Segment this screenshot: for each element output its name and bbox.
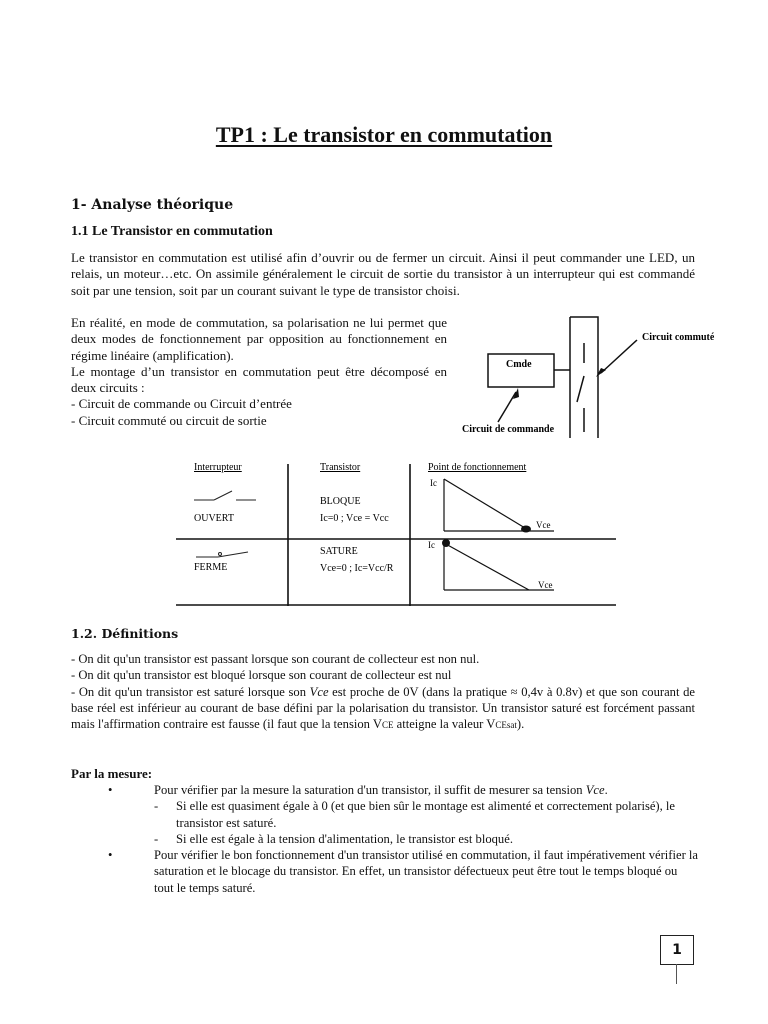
subsection-heading-commutation: 1.1 Le Transistor en commutation xyxy=(71,224,273,239)
reality-paragraph: En réalité, en mode de commutation, sa polarisation ne lui permet que deux modes de fonctionnement par opposition au fonctionnement en régime linéaire (amplification). xyxy=(71,315,447,363)
operating-point-saturated xyxy=(442,539,450,547)
condition-saturated: Vce=0 ; Ic=Vcc/R xyxy=(320,563,394,574)
left-column-text xyxy=(71,315,447,429)
switch-circuit-diagram xyxy=(456,308,716,440)
page-title: TP1 : Le transistor en commutation xyxy=(215,122,553,147)
definition-line: - On dit qu'un transistor est bloqué lorsque son courant de collecteur est nul xyxy=(71,668,452,683)
switching-table-diagram xyxy=(176,458,616,608)
section-heading-analyse: 1- Analyse théorique xyxy=(71,197,234,213)
definitions-list xyxy=(71,651,695,733)
condition-blocked: Ic=0 ; Vce = Vcc xyxy=(320,513,389,524)
header-point-fonctionnement: Point de fonctionnement xyxy=(428,462,527,473)
intro-paragraph: Le transistor en commutation est utilisé afin d’ouvrir ou de fermer un circuit. Ainsi il peut commander une LED, un relais, un moteur…etc. On assimile généralement le circuit de sortie du transistor à un interrupteur qui est commandé soit par une tension, soit par un courant suivant le type de transistor choisi. xyxy=(71,250,695,298)
cmde-label: Cmde xyxy=(506,359,532,370)
montage-paragraph: Le montage d’un transistor en commutation peut être décomposé en deux circuits : xyxy=(71,363,447,396)
operating-point-blocked xyxy=(521,526,531,533)
page-number-line xyxy=(676,964,677,984)
switch-open-label: OUVERT xyxy=(194,513,234,524)
axis-label-ic: Ic xyxy=(430,478,437,488)
switch-closed-label: FERME xyxy=(194,562,228,573)
circuit-item: - Circuit de commande ou Circuit d’entrée xyxy=(71,396,292,412)
page-number: 1 xyxy=(660,935,694,965)
mesure-heading: Par la mesure: xyxy=(71,766,153,781)
state-blocked: BLOQUE xyxy=(320,496,361,507)
axis-label-vce: Vce xyxy=(538,580,553,590)
axis-label-vce: Vce xyxy=(536,520,551,530)
list-item: • Pour vérifier par la mesure la saturation d'un transistor, il suffit de mesurer sa tension Vce. - Si elle est quasiment égale à 0 (et que bien sûr le montage est alimenté et correctement polarisé), le transistor est saturé. - Si elle est égale à la tension d'alimentation, le transistor est bloqué. xyxy=(108,782,698,847)
definitions-heading: 1.2. Définitions xyxy=(71,626,179,641)
bullet-icon: • xyxy=(108,783,113,797)
state-saturated: SATURE xyxy=(320,546,358,557)
sub-list-item: - Si elle est égale à la tension d'alimentation, le transistor est bloqué. xyxy=(154,831,513,846)
axis-label-ic: Ic xyxy=(428,540,435,550)
circuit-commande-label: Circuit de commande xyxy=(462,424,555,435)
sub-list-item: - Si elle est quasiment égale à 0 (et que bien sûr le montage est alimenté et correctement polarisé), le transistor est saturé. xyxy=(154,799,676,830)
circuit-item: - Circuit commuté ou circuit de sortie xyxy=(71,412,267,428)
definition-line: - On dit qu'un transistor est passant lorsque son courant de collecteur est non nul. xyxy=(71,652,480,666)
circuit-commute-label: Circuit commuté xyxy=(642,332,715,343)
arrow-head xyxy=(513,388,519,399)
bullet-icon: • xyxy=(108,848,113,863)
header-interrupteur: Interrupteur xyxy=(194,462,242,473)
mesure-list xyxy=(108,782,698,896)
header-transistor: Transistor xyxy=(320,462,361,473)
list-item: • Pour vérifier le bon fonctionnement d'un transistor utilisé en commutation, il faut impérativement vérifier la saturation et le blocage du transistor. En effet, un transistor défectueux peut être tout le temps bloqué ou tout le temps saturé. xyxy=(108,848,698,895)
definition-saturation: - On dit qu'un transistor est saturé lorsque son Vce est proche de 0V (dans la pratique ≈ 0,4v à 0.8v) et que son courant de base réel est inférieur au courant de base défini par la polarisation du transistor. Un transistor saturé est forcément passant mais l'affirmation contraire est fausse (il faut que la tension VCE atteigne la valeur VCEsat). xyxy=(71,684,695,732)
